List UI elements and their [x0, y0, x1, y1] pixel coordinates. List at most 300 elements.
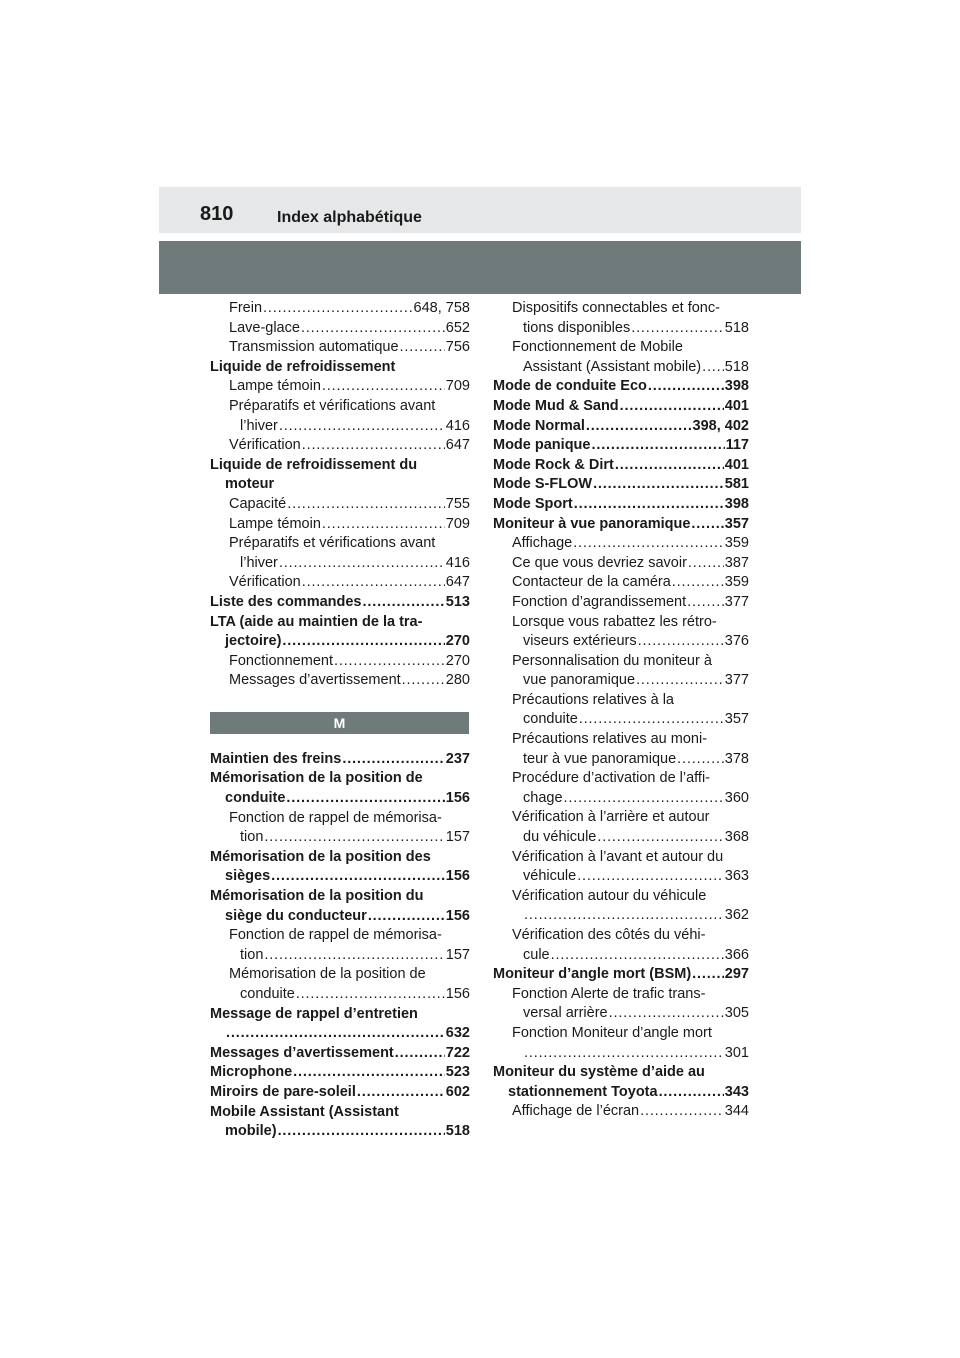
entry-page: 518 — [724, 319, 749, 336]
entry-page: 157 — [445, 946, 470, 963]
entry-page: 359 — [724, 574, 749, 591]
index-entry — [210, 495, 470, 515]
index-entry-line — [210, 436, 470, 456]
section-letter: M — [333, 714, 346, 731]
entry-page: 117 — [725, 437, 749, 454]
index-entry — [493, 593, 749, 613]
entry-term: sièges — [225, 868, 271, 885]
index-entry-line — [210, 789, 470, 809]
index-entry-line — [210, 652, 470, 672]
entry-page: 237 — [445, 750, 470, 767]
entry-heading: LTA (aide au maintien de la tra- — [210, 613, 423, 630]
index-entry-line — [210, 1044, 470, 1064]
entry-term: Microphone — [210, 1064, 293, 1081]
dot-leader — [287, 495, 445, 515]
index-entry-line — [210, 750, 470, 770]
index-entry — [210, 613, 470, 652]
dot-leader — [631, 319, 724, 339]
entry-page: 709 — [445, 378, 470, 395]
entry-page: 378 — [724, 750, 749, 767]
entry-heading: Mémorisation de la position des — [210, 848, 431, 865]
entry-heading: Mobile Assistant (Assistant — [210, 1103, 399, 1120]
index-entry — [493, 456, 749, 476]
entry-page: 401 — [724, 397, 749, 414]
entry-term: Lampe témoin — [229, 515, 321, 532]
entry-page: 401 — [724, 456, 749, 473]
index-entry-line — [493, 456, 749, 476]
dot-leader — [264, 946, 444, 966]
index-entry — [493, 652, 749, 691]
index-entry-line — [493, 946, 749, 966]
dot-leader — [620, 397, 724, 417]
entry-page: 270 — [445, 633, 470, 650]
index-entry — [210, 377, 470, 397]
entry-page: 270 — [445, 652, 470, 669]
index-entry — [210, 299, 470, 319]
entry-page: 632 — [445, 1025, 470, 1042]
entry-page: 647 — [445, 437, 470, 454]
index-entry — [493, 965, 749, 985]
index-entry-line — [493, 593, 749, 613]
dot-leader — [271, 867, 445, 887]
entry-term: Maintien des freins — [210, 750, 342, 767]
dot-leader — [564, 789, 724, 809]
entry-term: tion — [240, 829, 264, 846]
entry-term: mobile) — [225, 1123, 277, 1140]
header-band — [159, 241, 801, 294]
entry-term: Messages d’avertissement — [229, 672, 401, 689]
dot-leader — [691, 515, 723, 535]
index-entry — [493, 808, 749, 847]
entry-heading: moteur — [225, 476, 275, 493]
entry-subheading: Mémorisation de la position de — [229, 966, 426, 983]
index-entry — [493, 887, 749, 926]
index-entry-line — [210, 907, 470, 927]
entry-page: 602 — [445, 1083, 470, 1100]
entry-page: 652 — [445, 319, 470, 336]
entry-page: 387 — [724, 554, 749, 571]
entry-page: 301 — [724, 1044, 749, 1061]
entry-page: 398, 402 — [692, 417, 749, 434]
dot-leader — [609, 1004, 724, 1024]
index-entry-line — [493, 828, 749, 848]
index-column-left — [210, 299, 470, 1142]
entry-term: vue panoramique — [523, 672, 636, 689]
index-entry-line — [210, 299, 470, 319]
entry-subheading: Procédure d’activation de l’affi- — [512, 770, 711, 787]
index-entry-line — [493, 710, 749, 730]
dot-leader — [301, 319, 445, 339]
entry-page: 156 — [445, 986, 470, 1002]
index-entry — [493, 691, 749, 730]
index-entry — [210, 1083, 470, 1103]
index-entry — [210, 1103, 470, 1142]
index-entry — [210, 1063, 470, 1083]
entry-term: conduite — [225, 790, 286, 807]
dot-leader — [586, 417, 692, 437]
entry-term: Lampe témoin — [229, 378, 321, 395]
index-entry — [210, 1044, 470, 1064]
page-title: Index alphabétique — [277, 209, 422, 226]
dot-leader — [677, 750, 724, 770]
entry-subheading: Précautions relatives au moni- — [512, 731, 708, 748]
index-entry — [210, 652, 470, 672]
index-entry-line — [493, 671, 749, 691]
entry-page: 648, 758 — [413, 300, 470, 316]
index-entry-line — [493, 965, 749, 985]
index-entry-line — [493, 475, 749, 495]
dot-leader — [278, 1122, 445, 1142]
entry-page: 416 — [445, 417, 470, 434]
dot-leader — [687, 593, 724, 613]
dot-leader — [363, 593, 445, 613]
index-entry-line — [493, 319, 749, 339]
entry-term: Messages d’avertissement — [210, 1044, 394, 1061]
dot-leader — [402, 671, 445, 691]
entry-page: 366 — [724, 946, 749, 963]
index-entry-line — [210, 417, 470, 437]
entry-term: Vérification — [229, 574, 301, 591]
dot-leader — [640, 1102, 724, 1122]
entry-term: Affichage de l’écran — [512, 1103, 640, 1120]
index-entry — [210, 515, 470, 535]
index-entry-line — [210, 867, 470, 887]
entry-term: stationnement Toyota — [508, 1083, 658, 1100]
index-entry-line — [210, 377, 470, 397]
entry-term: Capacité — [229, 495, 287, 512]
index-entry-line — [210, 554, 470, 574]
entry-term: Transmission automatique — [229, 339, 399, 356]
index-entry — [493, 730, 749, 769]
index-entry-line — [210, 1063, 470, 1083]
index-entry-line — [210, 593, 470, 613]
dot-leader — [659, 1083, 724, 1103]
entry-page: 156 — [445, 868, 470, 885]
index-entry — [210, 848, 470, 887]
index-entry-line — [493, 789, 749, 809]
entry-term: Affichage — [512, 535, 573, 552]
entry-term: tions disponibles — [523, 319, 631, 336]
index-entry-line — [493, 436, 749, 456]
entry-subheading: Vérification des côtés du véhi- — [512, 927, 706, 943]
index-entry — [210, 1005, 470, 1044]
index-entry — [493, 377, 749, 397]
entry-term: Mode Sport — [493, 495, 573, 512]
entry-term: Ce que vous devriez savoir — [512, 554, 687, 571]
entry-term: Vérification — [229, 437, 301, 454]
entry-term: Liste des commandes — [210, 593, 362, 610]
entry-term: Fonction d’agrandissement — [512, 593, 687, 610]
entry-page: 709 — [445, 515, 470, 532]
entry-page: 368 — [724, 829, 749, 846]
index-entry-line — [210, 1024, 470, 1044]
dot-leader — [279, 554, 445, 574]
dot-leader — [692, 965, 724, 985]
index-entry-line — [493, 632, 749, 652]
entry-term: teur à vue panoramique — [523, 750, 677, 767]
index-entry — [210, 358, 470, 378]
entry-term: versal arrière — [523, 1005, 608, 1022]
dot-leader — [591, 436, 724, 456]
index-entry — [210, 750, 470, 770]
entry-term: Moniteur à vue panoramique — [493, 515, 691, 532]
entry-heading: Liquide de refroidissement du — [210, 456, 418, 473]
index-entry — [493, 436, 749, 456]
entry-page: 156 — [445, 907, 470, 924]
entry-term: Frein — [229, 300, 263, 316]
entry-page: 722 — [445, 1044, 470, 1061]
index-entry — [210, 534, 470, 573]
index-entry — [493, 397, 749, 417]
entry-subheading: Lorsque vous rabattez les rétro- — [512, 613, 717, 630]
dot-leader — [286, 789, 444, 809]
section-letter-bar — [210, 712, 469, 734]
dot-leader — [226, 1024, 445, 1044]
entry-term: du véhicule — [523, 829, 597, 846]
index-entry — [493, 926, 749, 965]
entry-term: Mode Normal — [493, 417, 585, 434]
index-entry-line — [210, 495, 470, 515]
dot-leader — [688, 554, 724, 574]
index-column-right — [493, 299, 749, 1122]
entry-term: viseurs extérieurs — [523, 633, 637, 650]
dot-leader — [672, 573, 724, 593]
entry-page: 581 — [724, 476, 749, 493]
dot-leader — [322, 515, 445, 535]
dot-leader — [395, 1044, 445, 1064]
entry-page: 755 — [445, 495, 470, 512]
dot-leader — [302, 573, 445, 593]
index-entry-line — [493, 377, 749, 397]
index-entry-line — [210, 338, 470, 358]
dot-leader — [524, 906, 724, 926]
entry-page: 416 — [445, 554, 470, 571]
entry-page: 518 — [445, 1123, 470, 1140]
index-entry-line — [210, 946, 470, 966]
entry-term: Mode de conduite Eco — [493, 378, 647, 395]
index-entry — [493, 417, 749, 437]
index-list-l-before-m — [210, 299, 470, 691]
dot-leader — [400, 338, 445, 358]
index-entry — [493, 554, 749, 574]
index-entry-line — [493, 1004, 749, 1024]
entry-page: 280 — [445, 672, 470, 689]
dot-leader — [282, 632, 444, 652]
index-entry-line — [210, 671, 470, 691]
entry-heading: Moniteur du système d’aide au — [493, 1064, 705, 1081]
entry-heading: Message de rappel d’entretien — [210, 1005, 418, 1022]
entry-page: 647 — [445, 574, 470, 591]
dot-leader — [322, 377, 445, 397]
dot-leader — [368, 907, 445, 927]
dot-leader — [579, 710, 724, 730]
index-entry — [210, 397, 470, 436]
entry-subheading: Fonction de rappel de mémorisa- — [229, 927, 442, 944]
index-entry — [493, 985, 749, 1024]
dot-leader — [573, 534, 724, 554]
index-entry — [210, 965, 470, 1004]
entry-term: Mode Mud & Sand — [493, 397, 619, 414]
entry-heading: Liquide de refroidissement — [210, 358, 396, 375]
index-entry — [493, 769, 749, 808]
entry-subheading: Vérification à l’avant et autour du — [512, 848, 724, 865]
index-entry-line — [493, 495, 749, 515]
index-entry-line — [210, 1122, 470, 1142]
entry-page: 297 — [724, 966, 749, 983]
entry-term: Mode S-FLOW — [493, 476, 593, 493]
index-entry-line — [493, 554, 749, 574]
dot-leader — [524, 1044, 724, 1064]
entry-term: Miroirs de pare-soleil — [210, 1083, 356, 1100]
index-entry — [210, 319, 470, 339]
index-entry — [493, 495, 749, 515]
index-entry — [210, 809, 470, 848]
entry-term: conduite — [240, 986, 295, 1002]
entry-term: Contacteur de la caméra — [512, 574, 671, 591]
index-entry-line — [493, 1044, 749, 1064]
index-entry — [493, 1102, 749, 1122]
entry-heading: Mémorisation de la position de — [210, 770, 423, 787]
entry-subheading: Vérification à l’arrière et autour — [512, 809, 710, 826]
index-entry-line — [210, 828, 470, 848]
index-entry — [493, 1024, 749, 1063]
entry-page: 398 — [724, 378, 749, 395]
entry-term: Moniteur d’angle mort (BSM) — [493, 966, 692, 983]
dot-leader — [638, 632, 724, 652]
entry-term: Fonctionnement — [229, 652, 333, 669]
index-entry — [493, 475, 749, 495]
index-entry-line — [493, 1102, 749, 1122]
entry-term: jectoire) — [225, 633, 282, 650]
index-entry-line — [210, 515, 470, 535]
index-entry — [493, 534, 749, 554]
entry-page: 344 — [724, 1103, 749, 1120]
index-entry-line — [493, 534, 749, 554]
entry-term: Lave-glace — [229, 319, 300, 336]
dot-leader — [648, 377, 724, 397]
entry-subheading: Préparatifs et vérifications avant — [229, 397, 436, 414]
index-entry-line — [493, 906, 749, 926]
dot-leader — [636, 671, 724, 691]
index-entry — [210, 436, 470, 456]
index-entry-line — [210, 632, 470, 652]
entry-term: conduite — [523, 711, 578, 728]
index-entry — [493, 338, 749, 377]
entry-term: l’hiver — [240, 417, 278, 434]
entry-page: 363 — [724, 868, 749, 885]
entry-page: 359 — [724, 535, 749, 552]
entry-subheading: Fonction Moniteur d’angle mort — [512, 1024, 712, 1041]
dot-leader — [279, 417, 445, 437]
entry-page: 756 — [445, 339, 470, 356]
entry-subheading: Fonction Alerte de trafic trans- — [512, 985, 706, 1002]
index-entry — [493, 613, 749, 652]
entry-page: 518 — [724, 358, 749, 375]
entry-term: cule — [523, 946, 550, 963]
entry-heading: Mémorisation de la position du — [210, 888, 424, 905]
dot-leader — [615, 456, 724, 476]
entry-page: 513 — [445, 593, 470, 610]
dot-leader — [264, 828, 444, 848]
index-entry-line — [493, 358, 749, 378]
page-header — [159, 187, 801, 233]
dot-leader — [551, 946, 724, 966]
entry-page: 305 — [724, 1005, 749, 1022]
entry-page: 376 — [724, 633, 749, 650]
dot-leader — [702, 358, 724, 378]
index-entry — [493, 299, 749, 338]
index-entry — [210, 926, 470, 965]
dot-leader — [357, 1083, 445, 1103]
index-entry — [210, 573, 470, 593]
dot-leader — [263, 299, 413, 319]
entry-term: Mode panique — [493, 437, 591, 454]
entry-subheading: Personnalisation du moniteur à — [512, 652, 712, 669]
dot-leader — [342, 750, 444, 770]
index-entry — [493, 573, 749, 593]
dot-leader — [597, 828, 723, 848]
index-entry-line — [210, 1083, 470, 1103]
index-entry-line — [493, 397, 749, 417]
entry-page: 357 — [724, 515, 749, 532]
entry-subheading: Préparatifs et vérifications avant — [229, 535, 436, 552]
entry-page: 357 — [724, 711, 749, 728]
entry-page: 343 — [724, 1083, 749, 1100]
index-entry-line — [493, 750, 749, 770]
dot-leader — [574, 495, 724, 515]
index-entry-line — [493, 417, 749, 437]
dot-leader — [293, 1063, 445, 1083]
entry-term: véhicule — [523, 868, 577, 885]
entry-term: tion — [240, 946, 264, 963]
dot-leader — [577, 867, 724, 887]
entry-page: 156 — [445, 790, 470, 807]
index-entry — [493, 848, 749, 887]
index-entry-line — [210, 573, 470, 593]
page-number: 810 — [200, 203, 234, 225]
index-entry-line — [210, 319, 470, 339]
index-entry-line — [493, 867, 749, 887]
entry-subheading: Précautions relatives à la — [512, 691, 674, 708]
entry-page: 157 — [445, 829, 470, 846]
entry-page: 398 — [724, 495, 749, 512]
entry-term: l’hiver — [240, 554, 278, 571]
entry-subheading: Vérification autour du véhicule — [512, 887, 707, 904]
index-entry — [493, 1063, 749, 1102]
entry-page: 377 — [724, 672, 749, 689]
index-entry-line — [493, 1083, 749, 1103]
index-entry-line — [210, 985, 470, 1005]
entry-subheading: Fonctionnement de Mobile — [512, 339, 683, 356]
entry-subheading: Fonction de rappel de mémorisa- — [229, 809, 442, 826]
index-list-m — [210, 750, 470, 1142]
dot-leader — [593, 475, 724, 495]
entry-subheading: Dispositifs connectables et fonc- — [512, 300, 720, 316]
index-entry — [493, 515, 749, 535]
entry-page: 360 — [724, 789, 749, 806]
index-entry — [210, 671, 470, 691]
index-entry-line — [493, 515, 749, 535]
index-list-m-continued — [493, 299, 749, 1122]
dot-leader — [296, 985, 445, 1005]
entry-page: 362 — [724, 907, 749, 924]
index-entry — [210, 456, 470, 495]
entry-term: Mode Rock & Dirt — [493, 456, 614, 473]
dot-leader — [334, 652, 445, 672]
index-entry — [210, 769, 470, 808]
index-entry-line — [493, 573, 749, 593]
index-entry — [210, 887, 470, 926]
